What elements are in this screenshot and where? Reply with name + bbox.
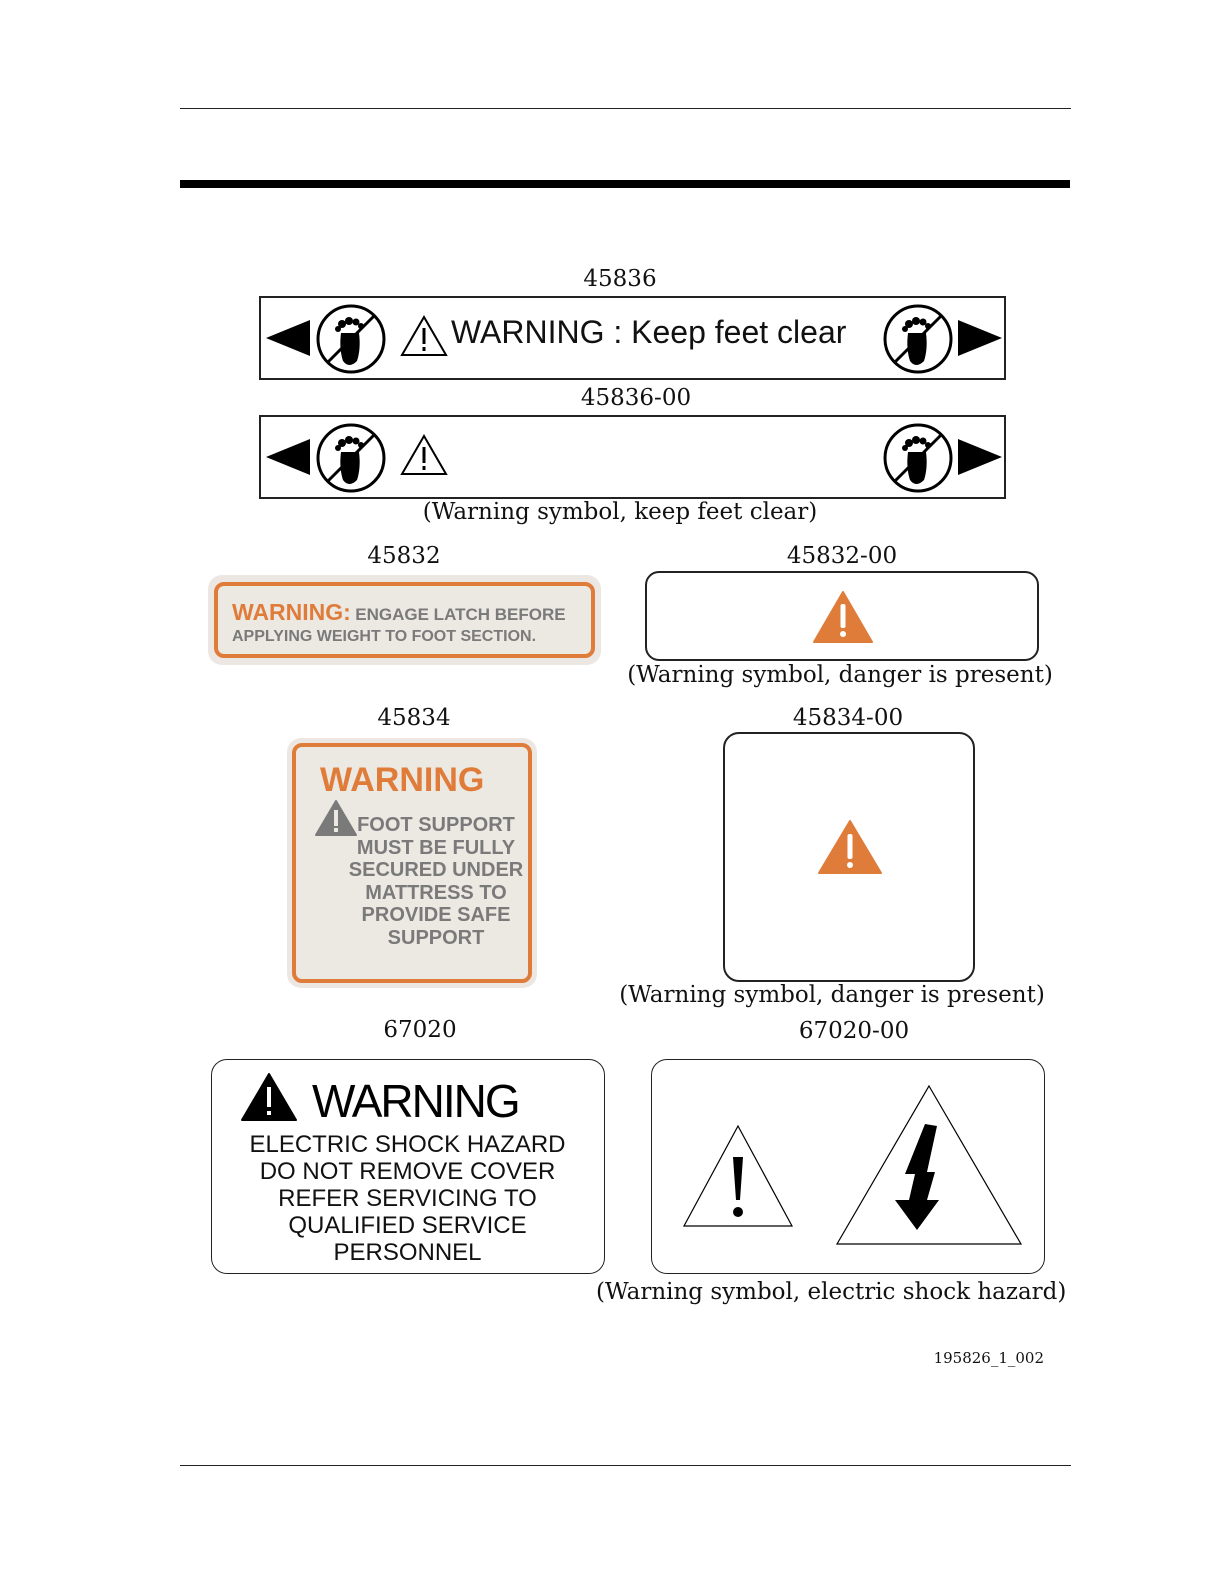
label-67020-00-caption: (Warning symbol, electric shock hazard) <box>596 1279 1067 1305</box>
label-67020-00 <box>651 1059 1045 1274</box>
label-67020 <box>211 1059 605 1274</box>
footer-rule <box>180 1465 1071 1466</box>
label-45834-head: WARNING <box>320 761 485 799</box>
label-67020-code: 67020 <box>383 1017 457 1043</box>
no-foot-icon <box>315 303 387 375</box>
label-45832-00-code: 45832-00 <box>786 543 898 569</box>
label-45832-backing <box>208 575 601 665</box>
header-rule <box>180 108 1071 109</box>
label-45836 <box>259 296 1006 380</box>
label-45834-line: SUPPORT <box>387 926 485 949</box>
label-45834-backing <box>287 738 537 988</box>
figure-id: 195826_1_002 <box>933 1349 1044 1367</box>
label-45832-00 <box>645 571 1039 661</box>
label-45832 <box>214 582 595 658</box>
label-45834-line: MATTRESS TO <box>365 881 507 904</box>
label-45832-head: WARNING: <box>232 599 351 625</box>
label-67020-head: WARNING <box>312 1075 519 1127</box>
warning-triangle-icon <box>240 1072 298 1122</box>
label-45836-00 <box>259 415 1006 499</box>
label-45832-00-caption: (Warning symbol, danger is present) <box>627 662 1053 688</box>
label-45834-line: FOOT SUPPORT <box>357 814 515 836</box>
label-45836-00-code: 45836-00 <box>580 385 692 411</box>
label-45834-body <box>346 814 526 949</box>
arrow-left-icon <box>264 437 312 477</box>
label-45834 <box>292 743 532 983</box>
label-67020-line: PERSONNEL <box>333 1239 482 1266</box>
arrow-right-icon <box>956 437 1004 477</box>
label-45832-line1: WARNING: ENGAGE LATCH BEFORE <box>232 599 566 625</box>
label-67020-line: ELECTRIC SHOCK HAZARD <box>249 1131 566 1158</box>
arrow-left-icon <box>264 318 312 358</box>
label-67020-line: REFER SERVICING TO <box>278 1185 537 1212</box>
warning-triangle-icon <box>812 590 874 644</box>
warning-triangle-icon <box>399 433 449 477</box>
section-rule <box>180 180 1070 188</box>
label-45834-line: SECURED UNDER <box>348 859 524 881</box>
warning-triangle-icon <box>682 1124 794 1228</box>
no-foot-icon <box>882 422 954 494</box>
no-foot-icon <box>882 303 954 375</box>
label-45836-text: WARNING : Keep feet clear <box>451 314 847 350</box>
no-foot-icon <box>315 422 387 494</box>
label-45834-00-code: 45834-00 <box>792 705 904 731</box>
label-67020-body <box>212 1131 603 1266</box>
label-45832-code: 45832 <box>367 543 441 569</box>
label-45834-code: 45834 <box>377 705 451 731</box>
label-67020-line: DO NOT REMOVE COVER <box>259 1158 556 1185</box>
label-45834-line: MUST BE FULLY <box>356 836 516 859</box>
label-45836-00-caption: (Warning symbol, keep feet clear) <box>422 499 818 525</box>
label-45834-line: PROVIDE SAFE <box>361 904 511 926</box>
label-67020-line: QUALIFIED SERVICE <box>288 1212 527 1239</box>
arrow-right-icon <box>956 318 1004 358</box>
label-45832-line2: APPLYING WEIGHT TO FOOT SECTION. <box>232 628 537 645</box>
label-45834-00-caption: (Warning symbol, danger is present) <box>619 982 1045 1008</box>
label-45834-00 <box>723 732 975 982</box>
electric-shock-icon <box>835 1084 1023 1246</box>
label-67020-00-code: 67020-00 <box>798 1018 910 1044</box>
warning-triangle-icon <box>817 819 883 875</box>
warning-triangle-icon <box>399 314 449 358</box>
label-45836-code: 45836 <box>583 266 657 292</box>
